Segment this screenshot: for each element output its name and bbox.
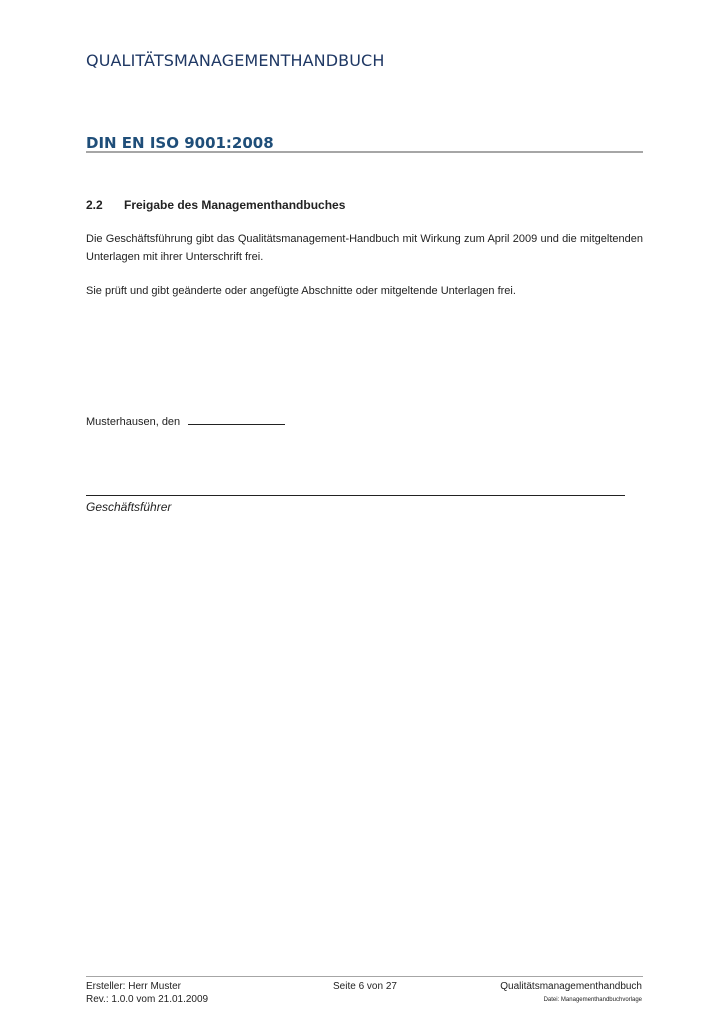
place-date-line (86, 413, 285, 428)
footer-author: Ersteller: Herr Muster (86, 981, 182, 992)
section-title: Freigabe des Managementhandbuches (124, 198, 346, 212)
footer-divider (86, 976, 643, 977)
footer-file-name: Datei: Managementhandbuchvorlage (543, 997, 642, 1003)
footer-document-name: Qualitätsmanagementhandbuch (500, 981, 642, 992)
document-header-title: QUALITÄTSMANAGEMENTHANDBUCH (86, 51, 385, 70)
standard-title-divider (86, 151, 643, 153)
body-paragraph-2: Sie prüft und gibt geänderte oder angefügte Abschnitte oder mitgeltende Unterlagen frei. (86, 285, 516, 297)
section-heading (86, 198, 345, 212)
body-paragraph-1: Die Geschäftsführung gibt das Qualitätsmanagement-Handbuch mit Wirkung zum April 2009 und die mitgeltenden Unterlagen mit ihrer Unterschrift frei. (86, 233, 643, 263)
section-number: 2.2 (86, 198, 103, 212)
place-date-label: Musterhausen, den (86, 416, 181, 428)
footer-revision: Rev.: 1.0.0 vom 21.01.2009 (86, 994, 209, 1005)
signature-role-label: Geschäftsführer (86, 500, 172, 514)
standard-title: DIN EN ISO 9001:2008 (86, 134, 274, 152)
date-blank-field (188, 413, 285, 425)
signature-line (86, 495, 625, 496)
footer-page-number: Seite 6 von 27 (333, 981, 397, 992)
